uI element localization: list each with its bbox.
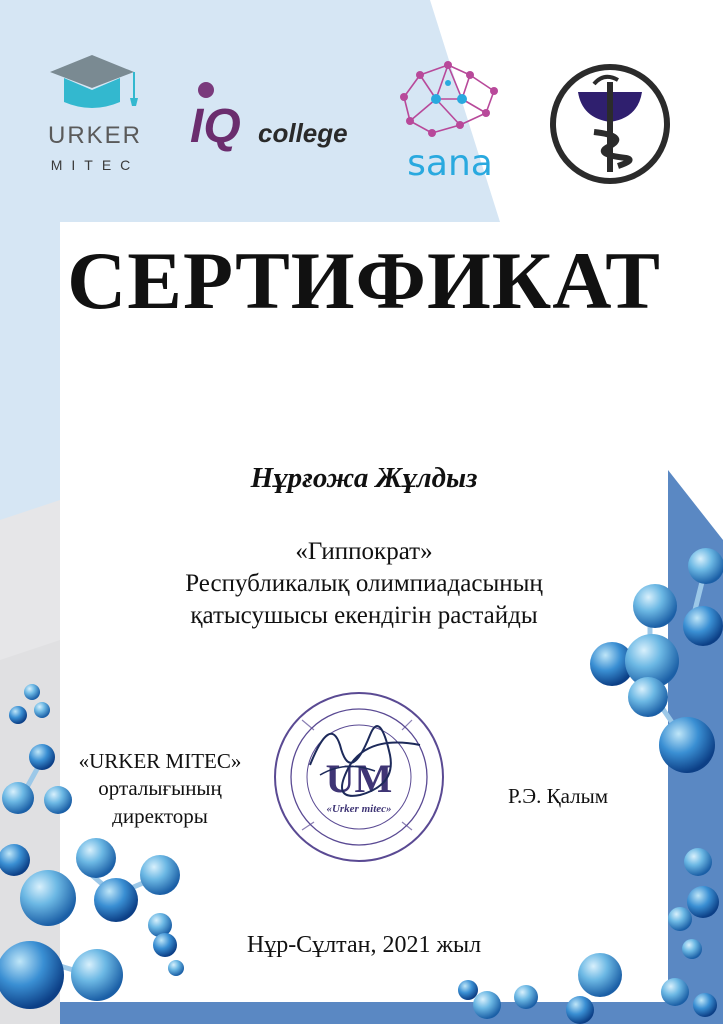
director-center: орталығының <box>98 776 222 801</box>
signer-name: Р.Э. Қалым <box>507 784 609 808</box>
certificate-title: СЕРТИФИКАТ <box>67 235 661 326</box>
college-text: college <box>258 118 348 148</box>
mitec-text: MITEC <box>50 157 140 173</box>
director-role: директоры <box>112 803 208 828</box>
olympiad-type: Республикалық олимпиадасының <box>185 570 543 597</box>
sana-text: sana <box>407 143 493 184</box>
seal-subtitle: «Urker mitec» <box>326 803 392 815</box>
medical-emblem-logo <box>548 62 678 192</box>
sana-logo <box>390 55 510 185</box>
recipient-name: Нұрғожа Жұлдыз <box>250 462 478 494</box>
director-signature <box>300 705 440 815</box>
urker-text: URKER <box>47 122 143 149</box>
seal-monogram: UM <box>325 756 393 801</box>
director-org: «URKER MITEC» <box>78 749 242 773</box>
director-title <box>50 748 270 830</box>
iq-college-logo <box>188 80 363 160</box>
place-and-year: Нұр-Сұлтан, 2021 жыл <box>246 932 482 958</box>
iq-letters: IQ <box>190 100 241 153</box>
urker-mitec-logo <box>30 50 180 180</box>
confirmation-text: қатысушысы екендігін растайды <box>190 602 538 629</box>
olympiad-name: «Гиппократ» <box>295 538 433 565</box>
